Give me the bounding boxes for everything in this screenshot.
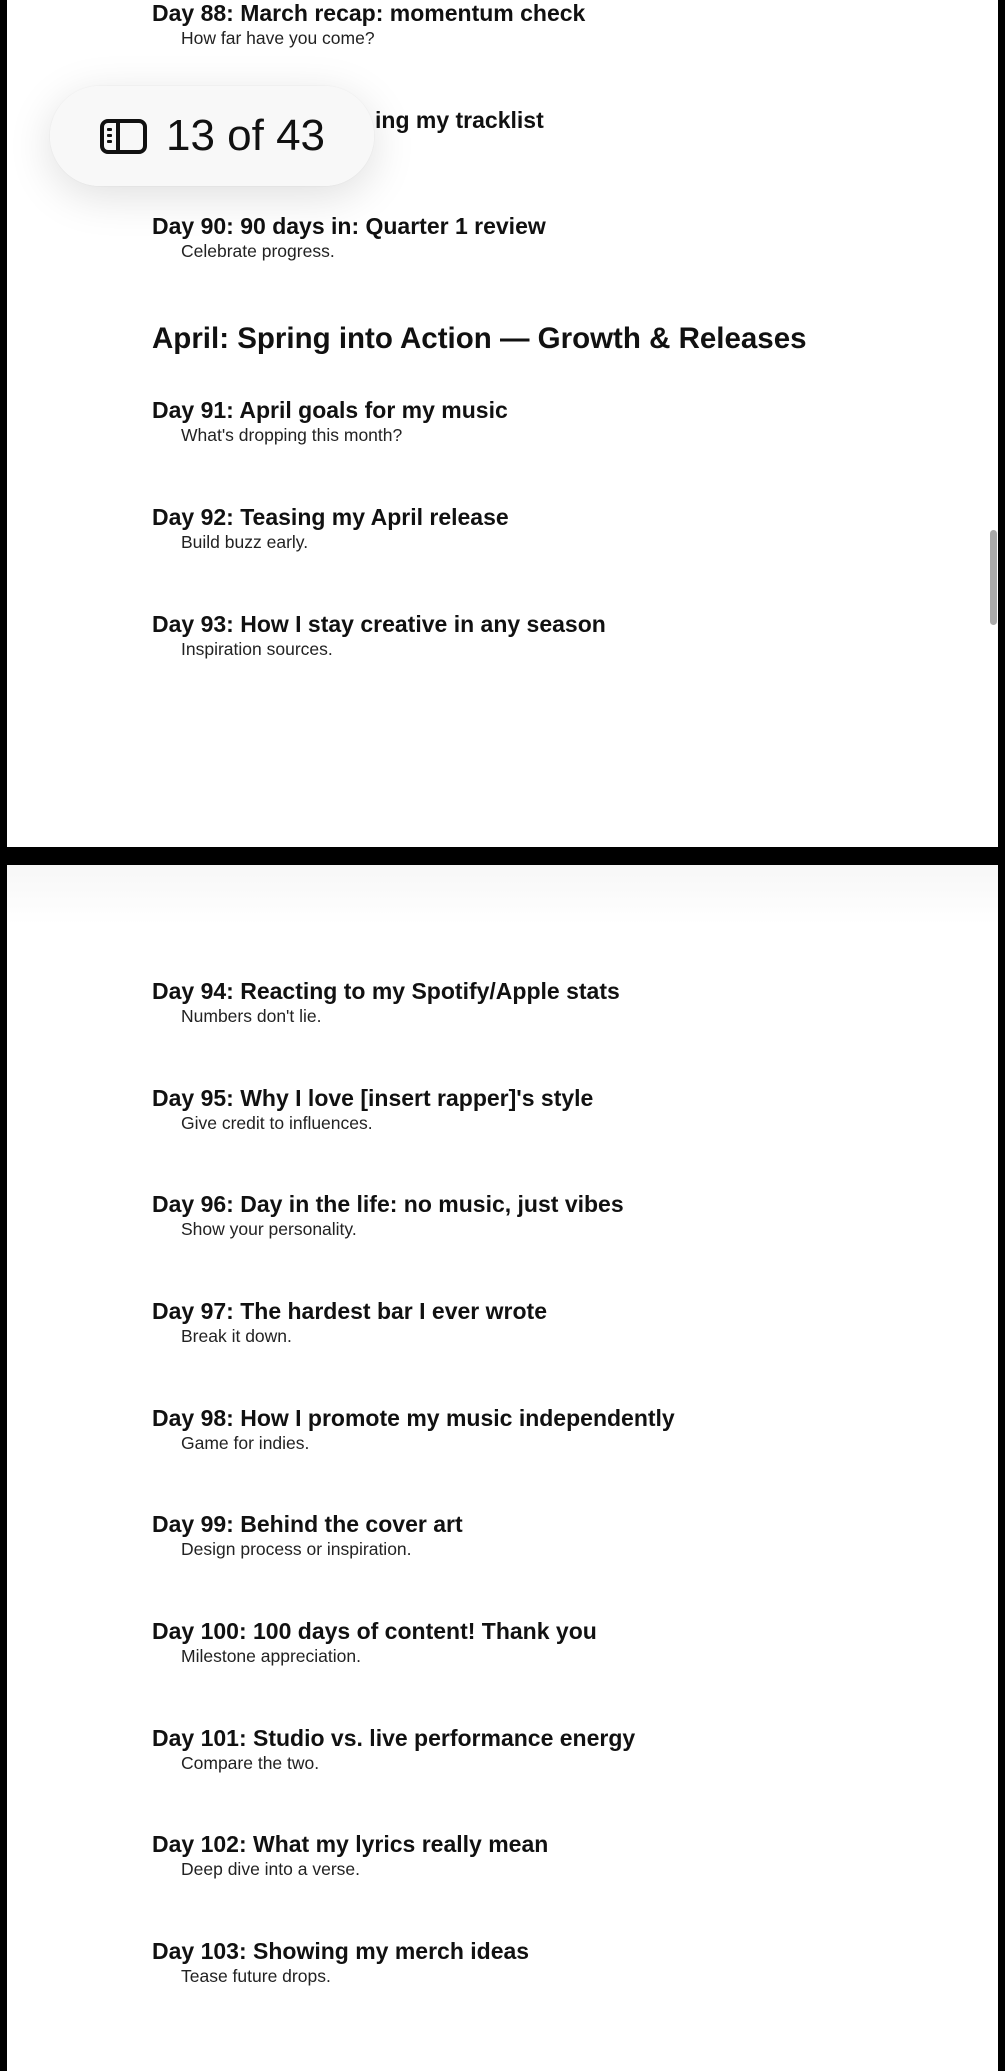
- list-item: [152, 0, 585, 49]
- entry-title: Day 88: March recap: momentum check: [152, 0, 586, 26]
- entry-title: Day 99: Behind the cover art: [152, 1511, 463, 1537]
- list-item: [375, 107, 544, 134]
- list-item: [152, 1618, 597, 1667]
- entry-title: Day 98: How I promote my music independently: [152, 1405, 675, 1431]
- entry-description: What's dropping this month?: [181, 425, 403, 445]
- list-item: [152, 213, 546, 262]
- list-item: [152, 1511, 463, 1560]
- entry-description: Game for indies.: [181, 1433, 310, 1453]
- entry-description: How far have you come?: [181, 28, 375, 48]
- entry-title: Day 102: What my lyrics really mean: [152, 1831, 549, 1857]
- list-item: [152, 1085, 593, 1134]
- entry-description: Celebrate progress.: [181, 241, 335, 261]
- list-item: [152, 1191, 624, 1240]
- entry-title: Day 100: 100 days of content! Thank you: [152, 1618, 597, 1644]
- entry-title: ing my tracklist: [375, 107, 544, 133]
- list-item: [152, 504, 509, 553]
- page-counter-button[interactable]: [50, 86, 374, 186]
- list-item: [152, 1298, 547, 1347]
- list-item: [152, 397, 508, 446]
- entry-description: Inspiration sources.: [181, 639, 333, 659]
- entry-description: Design process or inspiration.: [181, 1539, 412, 1559]
- entry-title: Day 103: Showing my merch ideas: [152, 1938, 530, 1964]
- month-heading: April: Spring into Action — Growth & Releases: [152, 322, 807, 355]
- entry-title: Day 101: Studio vs. live performance energy: [152, 1725, 636, 1751]
- entry-title: Day 93: How I stay creative in any season: [152, 611, 606, 637]
- entry-description: Milestone appreciation.: [181, 1646, 361, 1666]
- list-item: [152, 1725, 635, 1774]
- list-item: [152, 978, 620, 1027]
- entry-description: Compare the two.: [181, 1753, 320, 1773]
- entry-title: Day 90: 90 days in: Quarter 1 review: [152, 213, 546, 239]
- list-item: [152, 1938, 529, 1987]
- entry-description: Break it down.: [181, 1326, 292, 1346]
- list-item: [152, 1831, 548, 1880]
- entry-title: Day 96: Day in the life: no music, just vibes: [152, 1191, 624, 1217]
- entry-description: Give credit to influences.: [181, 1113, 373, 1133]
- entry-title: Day 91: April goals for my music: [152, 397, 508, 423]
- entry-title: Day 92: Teasing my April release: [152, 504, 509, 530]
- entry-title: Day 97: The hardest bar I ever wrote: [152, 1298, 547, 1324]
- sidebar-icon: [100, 119, 147, 154]
- entry-title: Day 95: Why I love [insert rapper]'s style: [152, 1085, 594, 1111]
- entry-description: Numbers don't lie.: [181, 1006, 322, 1026]
- entry-title: Day 94: Reacting to my Spotify/Apple stats: [152, 978, 620, 1004]
- entry-description: Deep dive into a verse.: [181, 1859, 360, 1879]
- entry-description: Tease future drops.: [181, 1966, 331, 1986]
- entry-description: Show your personality.: [181, 1219, 357, 1239]
- list-item: [152, 1405, 675, 1454]
- document-page: [7, 865, 998, 2071]
- scrollbar-thumb[interactable]: [990, 530, 997, 625]
- page-counter-label: 13 of 43: [166, 111, 326, 160]
- list-item: [152, 611, 606, 660]
- entry-description: Build buzz early.: [181, 532, 309, 552]
